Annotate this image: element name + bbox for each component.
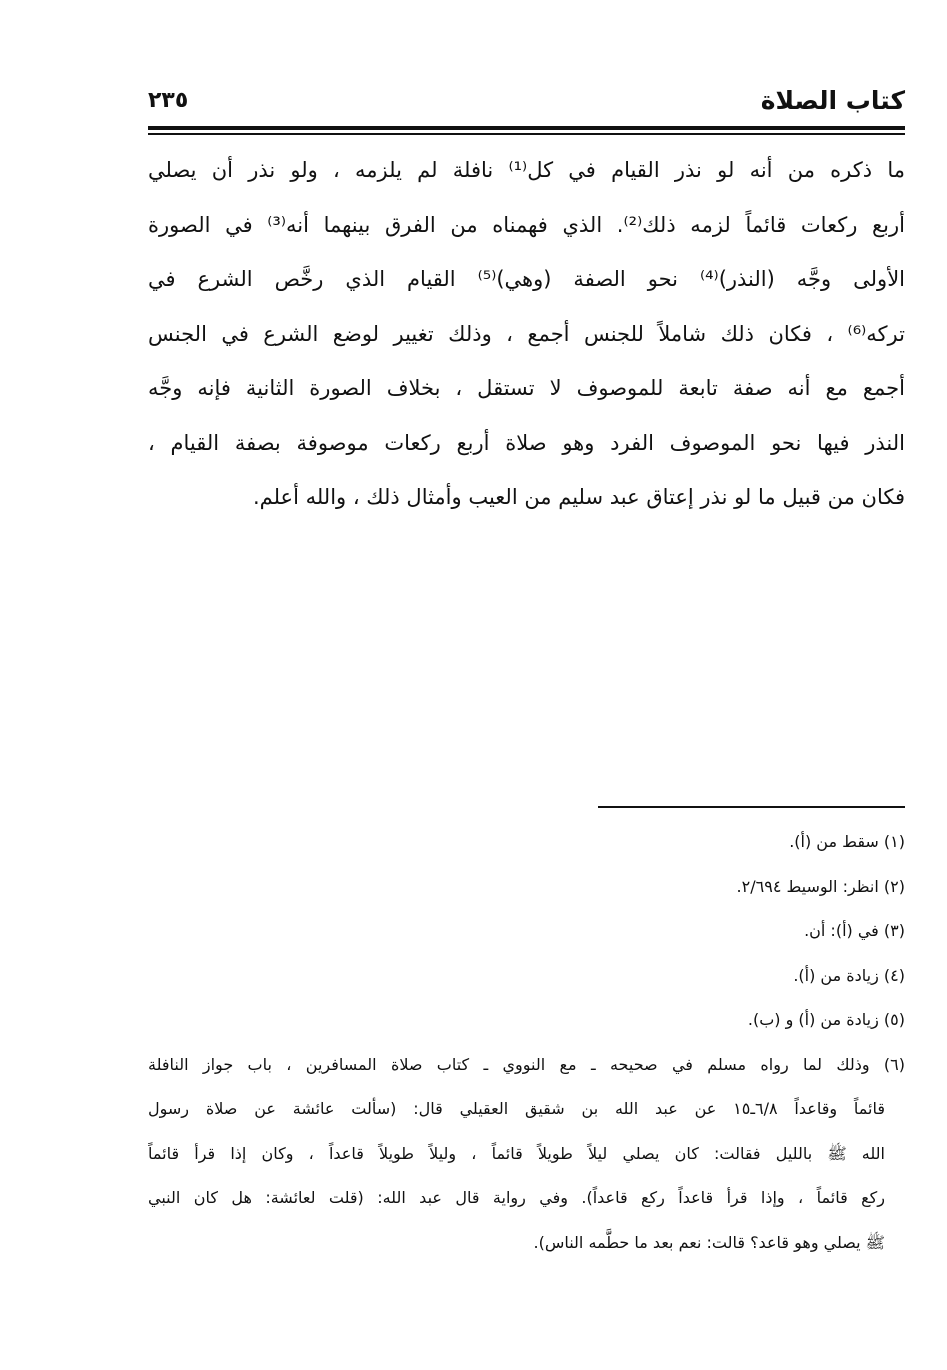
footnote: (١) سقط من (أ). [789,832,905,851]
text-line: ما ذكره من أنه لو نذر القيام في كل⁽¹⁾ نافلة لم يلزمه ، ولو نذر أن يصلي [148,158,905,182]
text-line: النذر فيها نحو الموصوف الفرد وهو صلاة أربع ركعات موصوفة بصفة القيام ، [148,430,905,455]
footnote-separator [598,806,905,808]
footnote-continuation: ﷺ يصلي وهو قاعد؟ قالت: نعم بعد ما حطَّمه الناس). [533,1232,885,1252]
footnotes [148,826,905,1271]
page-header [148,86,905,126]
page-number: ٢٣٥ [148,88,189,113]
main-text [148,150,905,532]
footnote-continuation: قائماً وقاعداً ٦/٨ـ١٥ عن عبد الله بن شقيق العقيلي قال: (سألت عائشة عن صلاة رسول [148,1099,886,1118]
header-rule-thick [148,126,905,130]
header-rule-thin [148,133,905,135]
text-line: أجمع مع أنه صفة تابعة للموصوف لا تستقل ، بخلاف الصورة الثانية فإنه وجَّه [148,376,905,400]
footnote-continuation: الله ﷺ بالليل فقالت: كان يصلي ليلاً طويلاً قائماً ، وليلاً طويلاً قاعداً ، وكان إذا قرأ قائماً [148,1143,885,1163]
text-line: تركه⁽⁶⁾ ، فكان ذلك شاملاً للجنس أجمع ، وذلك تغيير لوضع الشرع في الجنس [148,321,905,346]
footnote: (٤) زيادة من (أ). [793,965,905,985]
footnote: (٢) انظر: الوسيط ٢/٦٩٤. [736,876,905,896]
footnote: (٦) وذلك لما رواه مسلم في صحيحه ـ مع النووي ـ كتاب صلاة المسافرين ، باب جواز النافلة [148,1054,905,1074]
text-line: الأولى وجَّه (النذر)⁽⁴⁾ نحو الصفة (وهي)⁽⁵⁾ القيام الذي رخَّص الشرع في [148,267,905,291]
text-line: فكان من قبيل ما لو نذر إعتاق عبد سليم من العيب وأمثال ذلك ، والله أعلم. [252,485,905,509]
footnote: (٥) زيادة من (أ) و (ب). [747,1010,905,1029]
footnote: (٣) في (أ): أن. [804,921,905,940]
text-line: أربع ركعات قائماً لزمه ذلك⁽²⁾. الذي فهمناه من الفرق بينهما أنه⁽³⁾ في الصورة [148,212,905,237]
chapter-title: كتاب الصلاة [760,86,905,115]
footnote-continuation: ركع قائماً ، وإذا قرأ قاعداً ركع قاعداً). وفي رواية قال عبد الله: (قلت لعائشة: هل كان النبي [148,1188,885,1207]
